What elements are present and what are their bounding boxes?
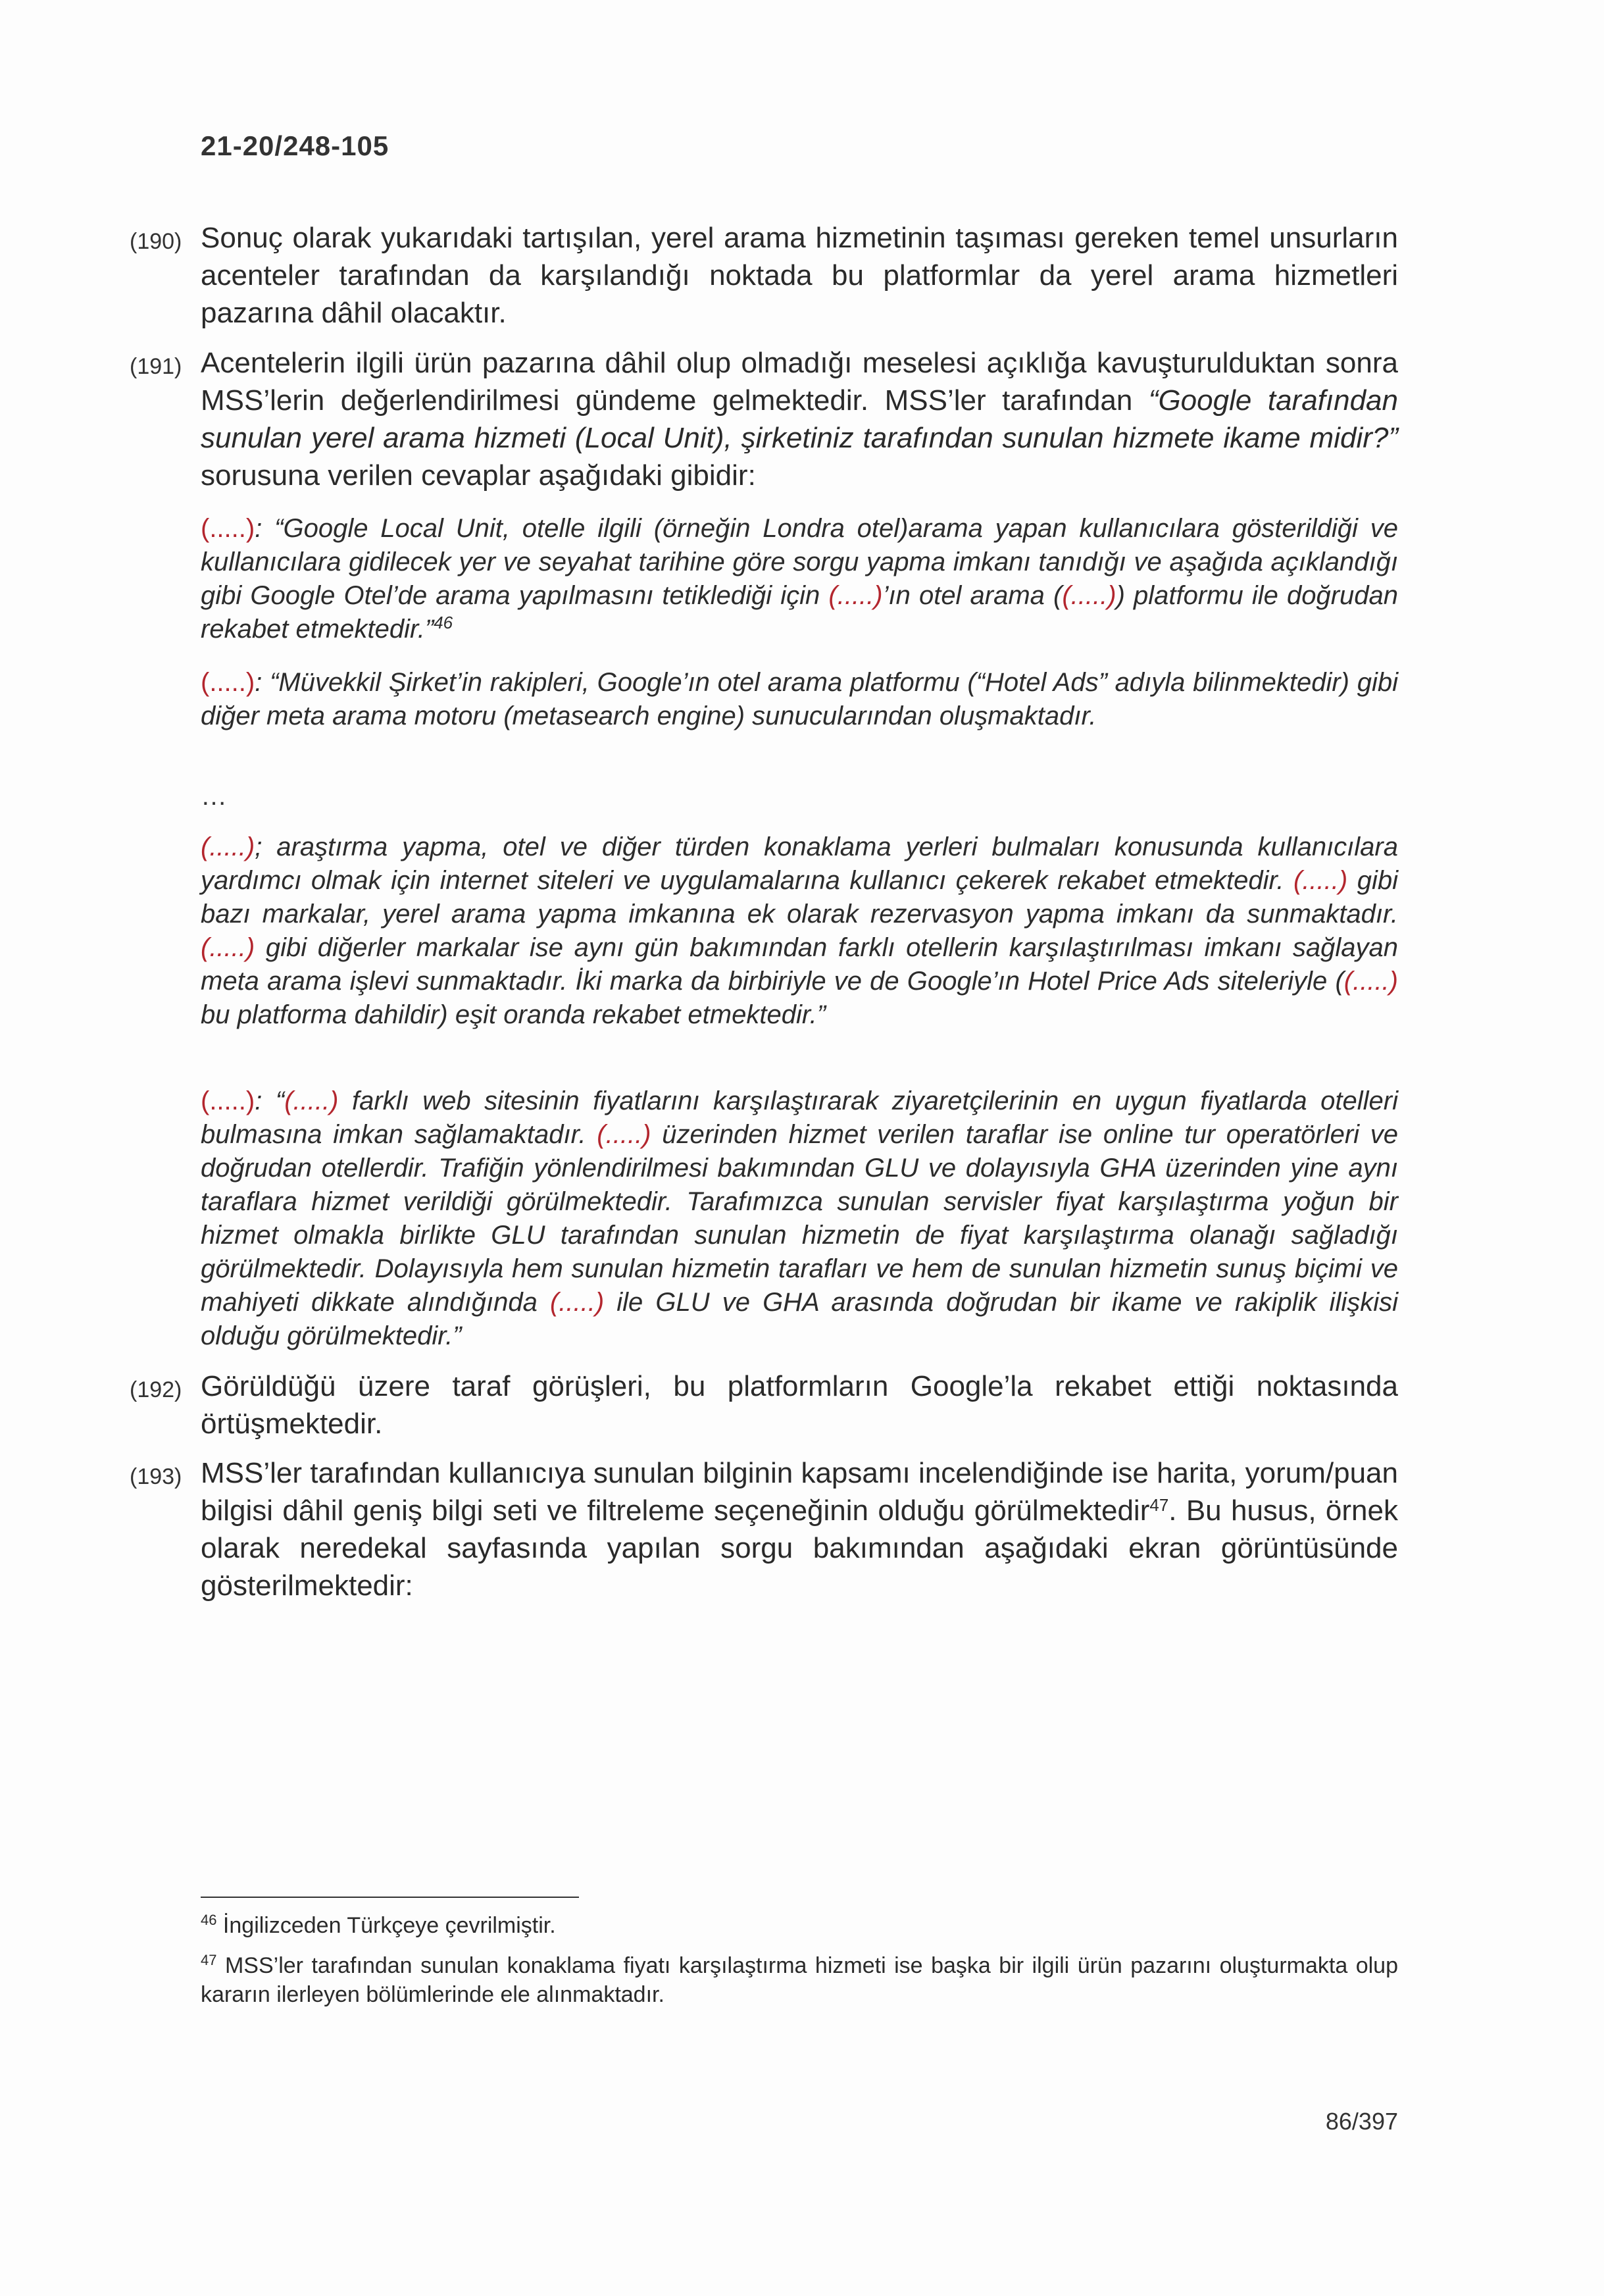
paragraph-text-part: . Bu husus, örnek olarak neredekal sayfasında yapılan sorgu bakımından aşağıdaki ekran görüntüsünde gösterilmektedir: xyxy=(201,1494,1399,1602)
quote-text: : “Google Local Unit, otelle ilgili (örneğin Londra otel)arama yapan kullanıcılara gösterildiği ve kullanıcılara gidilecek yer ve seyahat tarihine göre sorgu yapma imkanı tanıdığı ve aşağıda açıklandığı gibi Google Otel’de arama yapılmasını tetiklediği için xyxy=(201,514,1398,610)
document-number: 21-20/248-105 xyxy=(201,130,389,161)
paragraph-191 xyxy=(130,344,1398,494)
redaction-mark: (.....) xyxy=(597,1120,651,1149)
quote-block-3 xyxy=(201,830,1398,1032)
quote-text: ; araştırma yapma, otel ve diğer türden konaklama yerleri bulmaları konusunda kullanıcılara yardımcı olmak için internet siteleri ve uygulamalarına kullanıcı çekerek rekabet etmektedir. xyxy=(201,832,1398,895)
redaction-mark: (.....) xyxy=(201,668,255,697)
paragraph-193 xyxy=(130,1454,1399,1604)
footnote-divider xyxy=(201,1897,579,1898)
page-number: 86/397 xyxy=(1325,2108,1398,2135)
paragraph-190 xyxy=(130,219,1398,332)
quote-block-1 xyxy=(201,512,1398,646)
paragraph-text: Görüldüğü üzere taraf görüşleri, bu platformların Google’la rekabet ettiği noktasında örtüşmektedir. xyxy=(201,1370,1398,1440)
footnote-ref: 47 xyxy=(1149,1495,1169,1515)
quote-text: gibi diğerler markalar ise aynı gün bakımından farklı otellerin karşılaştırılması imkanı sağlayan meta arama işlevi sunmaktadır. İki marka da birbiriyle ve de Google’ın Hotel Price Ads siteleriyle ( xyxy=(201,933,1398,996)
footnote-text: İngilizceden Türkçeye çevrilmiştir. xyxy=(216,1913,556,1938)
quote-block-2 xyxy=(201,666,1398,733)
paragraph-192 xyxy=(130,1367,1398,1442)
quote-text: : “Müvekkil Şirket’in rakipleri, Google’ın otel arama platformu (“Hotel Ads” adıyla bilinmektedir) gibi diğer meta arama motoru (metasearch engine) sunucularından oluşmaktadır. xyxy=(201,668,1398,730)
footnote-ref: 46 xyxy=(434,613,453,632)
footnote-46 xyxy=(201,1911,1398,1940)
ellipsis: … xyxy=(201,782,227,811)
redaction-mark: (.....) xyxy=(201,1086,255,1115)
quote-block-4 xyxy=(201,1084,1398,1353)
redaction-mark: (.....) xyxy=(1343,967,1398,996)
quote-text: ’ın otel arama ( xyxy=(882,581,1063,610)
paragraph-text xyxy=(201,344,1398,494)
quote-text: gibi bazı markalar, yerel arama yapma imkanına ek olarak rezervasyon yapma imkanı da sunmaktadır. xyxy=(201,866,1398,929)
paragraph-text-part: sorusuna verilen cevaplar aşağıdaki gibidir: xyxy=(201,459,756,492)
redaction-mark: (.....) xyxy=(201,832,255,861)
question-quote: “Google tarafından sunulan yerel arama hizmeti (Local Unit), şirketiniz tarafından sunulan hizmete ikame midir?” xyxy=(201,384,1398,454)
paragraph-number: (193) xyxy=(130,1464,182,1489)
paragraph-text-part: MSS’ler tarafından kullanıcıya sunulan bilginin kapsamı incelendiğinde ise harita, yorum/puan bilgisi dâhil geniş bilgi seti ve filtreleme seçeneğinin olduğu görülmektedir xyxy=(201,1457,1398,1527)
quote-text: farklı web sitesinin fiyatlarını karşılaştırarak ziyaretçilerinin en uygun fiyatlarda otelleri bulmasına imkan sağlamaktadır. xyxy=(201,1086,1398,1149)
footnote-text: MSS’ler tarafından sunulan konaklama fiyatı karşılaştırma hizmeti ise başka bir ilgili ürün pazarını oluşturmakta olup kararın ilerleyen bölümlerinde ele alınmaktadır. xyxy=(201,1953,1398,2007)
quote-text: : “ xyxy=(255,1086,285,1115)
redaction-mark: (.....) xyxy=(549,1288,605,1317)
redaction-mark: (.....) xyxy=(1293,866,1348,895)
paragraph-text-part: Acentelerin ilgili ürün pazarına dâhil olup olmadığı meselesi açıklığa kavuşturulduktan sonra MSS’lerin değerlendirilmesi gündeme gelmektedir. MSS’ler tarafından xyxy=(201,347,1398,417)
quote-text: üzerinden hizmet verilen taraflar ise online tur operatörleri ve doğrudan otellerdir. Trafiğin yönlendirilmesi bakımından GLU ve dolayısıyla GHA üzerinden yine aynı taraflara hizmet verildiği görülmektedir. Tarafımızca sunulan servisler fiyat karşılaştırma yoğun bir hizmet olmakla birlikte GLU tarafından sunulan hizmetin de fiyat karşılaştırma olanağı sağladığı görülmektedir. Dolayısıyla hem sunulan hizmetin tarafları ve hem de sunulan hizmetin sunuş biçimi ve mahiyeti dikkate alındığında xyxy=(201,1120,1399,1317)
paragraph-number: (192) xyxy=(130,1377,182,1402)
redaction-mark: (.....) xyxy=(201,933,255,962)
redaction-mark: (.....) xyxy=(1062,581,1116,610)
quote-text: ) platformu ile doğrudan rekabet etmektedir.” xyxy=(201,581,1399,644)
quote-text: ile GLU ve GHA arasında doğrudan bir ikame ve rakiplik ilişkisi olduğu görülmektedir.” xyxy=(201,1288,1398,1350)
redaction-mark: (.....) xyxy=(828,581,883,610)
redaction-mark: (.....) xyxy=(284,1086,339,1115)
footnote-number: 46 xyxy=(201,1912,217,1928)
footnote-47 xyxy=(201,1951,1398,2009)
footnote-number: 47 xyxy=(201,1952,217,1968)
paragraph-text xyxy=(201,1454,1398,1604)
redaction-mark: (.....) xyxy=(201,514,255,543)
paragraph-number: (190) xyxy=(130,229,182,254)
paragraph-text: Sonuç olarak yukarıdaki tartışılan, yerel arama hizmetinin taşıması gereken temel unsurların acenteler tarafından da karşılandığı noktada bu platformlar da yerel arama hizmetleri pazarına dâhil olacaktır. xyxy=(201,222,1398,329)
quote-text: bu platforma dahildir) eşit oranda rekabet etmektedir.” xyxy=(201,1000,826,1029)
paragraph-number: (191) xyxy=(130,354,182,379)
